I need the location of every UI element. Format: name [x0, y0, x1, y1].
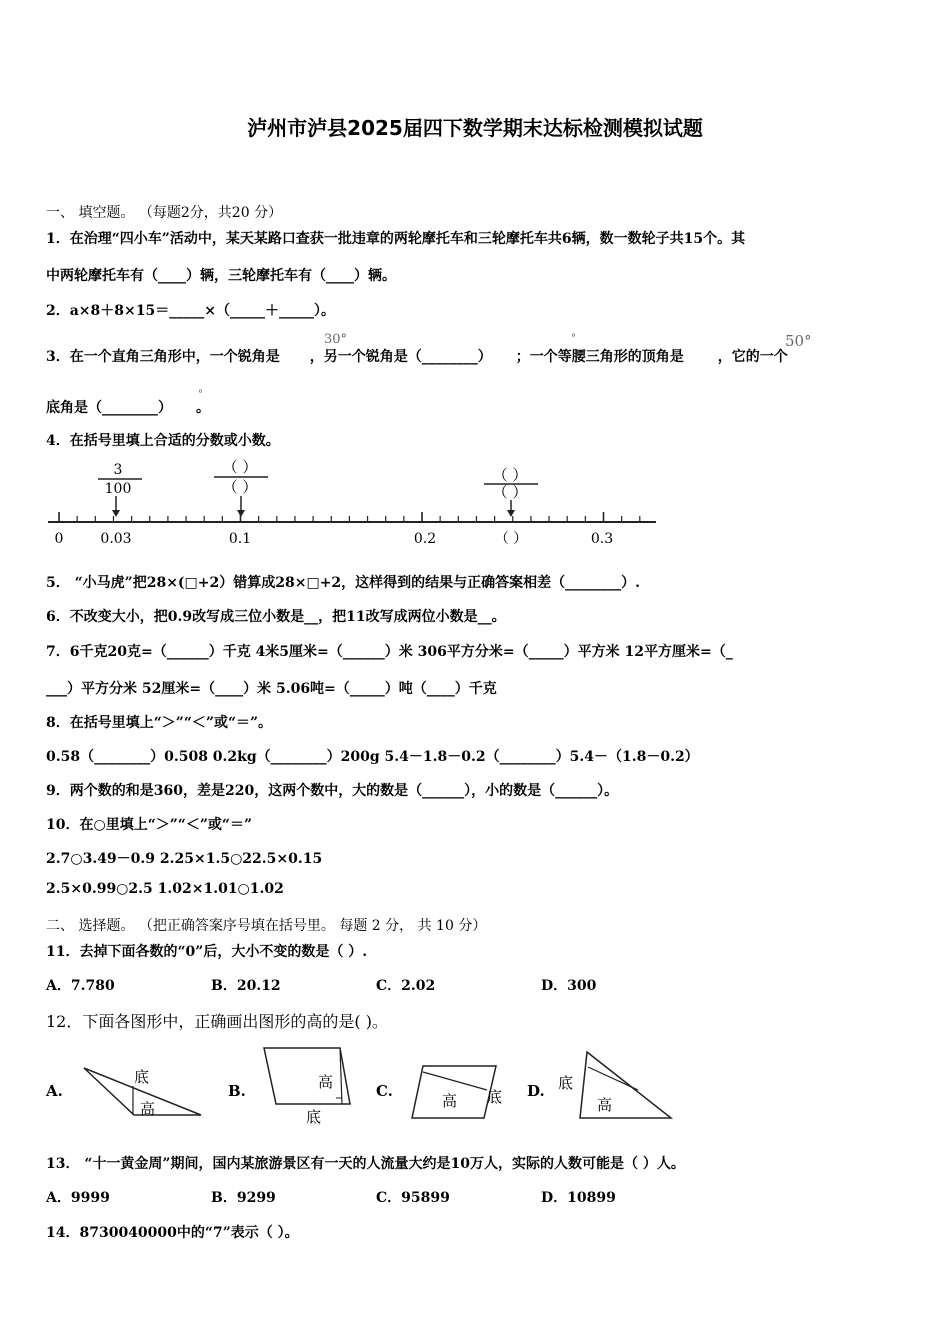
- arrow-down-icon: [507, 510, 515, 517]
- question-6: 6．不改变大小，把0.9改写成三位小数是__，把11改写成两位小数是__。: [46, 609, 506, 625]
- shape-a-height-text: 高: [140, 1100, 156, 1118]
- q12-label-b[interactable]: B.: [228, 1082, 246, 1100]
- question-1-line-1: 1．在治理“四小车”活动中，某天某路口查获一批违章的两轮摩托车和三轮摩托车共6辆，数一数轮子共15个。其: [46, 231, 746, 247]
- q12-figures: [40, 1042, 690, 1132]
- fraction-denominator: 100: [104, 481, 132, 497]
- section-2-heading: 二、 选择题。 （把正确答案序号填在括号里。 每题 2 分， 共 10 分）: [46, 918, 487, 934]
- q3-text-4: ，它的一个: [717, 349, 788, 365]
- arrow-down-icon: [112, 510, 120, 517]
- q11-option-c[interactable]: C．2.02: [376, 978, 436, 994]
- question-8-items: 0.58（________）0.508 0.2kg（________）200g 5.4－1.8－0.2（________）5.4－（1.8－0.2）: [46, 749, 699, 765]
- q11-option-d[interactable]: D．300: [541, 978, 597, 994]
- arrow-down-icon: [237, 510, 245, 517]
- blank-numerator-2: （ ）: [492, 466, 528, 484]
- section-1-heading: 一、 填空题。 （每题2分，共20 分）: [46, 205, 283, 221]
- q12-label-c[interactable]: C.: [376, 1082, 393, 1100]
- question-14: 14．8730040000中的“7”表示（ ）。: [46, 1225, 299, 1241]
- nl-label-0: 0: [54, 531, 64, 547]
- nl-label-blank: （ ）: [494, 531, 528, 547]
- q3-degree-mark: °: [571, 333, 576, 344]
- question-7-line-1: 7．6千克20克=（______）千克 4米5厘米=（______）米 306平方分米=（_____）平方米 12平方厘米=（_: [46, 644, 733, 660]
- fraction-numerator: 3: [113, 462, 123, 478]
- page-title: 泸州市泸县2025届四下数学期末达标检测模拟试题: [247, 116, 703, 140]
- q13-option-a[interactable]: A．9999: [46, 1190, 110, 1206]
- question-11: 11．去掉下面各数的“0”后，大小不变的数是（ ）.: [46, 944, 368, 960]
- nl-label-0.3: 0.3: [590, 531, 614, 547]
- question-3-line-2: [46, 397, 210, 417]
- question-7-line-2: ___）平方分米 52厘米=（____）米 5.06吨=（_____）吨（____）千克: [46, 681, 497, 697]
- q12-label-a[interactable]: A.: [46, 1082, 63, 1100]
- q3-text-6: 。: [196, 400, 210, 416]
- question-2: 2．a×8＋8×15＝_____×（_____＋_____）。: [46, 303, 335, 319]
- question-13: 13． “十一黄金周”期间，国内某旅游景区有一天的人流量大约是10万人，实际的人数可能是（ ）人。: [46, 1156, 685, 1172]
- number-line-figure: [40, 456, 670, 556]
- shape-d-height-text: 高: [597, 1096, 613, 1114]
- q3-text-5: 底角是（________）: [46, 400, 172, 416]
- nl-label-0.03: 0.03: [100, 531, 132, 547]
- q3-text-2: ，另一个锐角是（________）: [309, 349, 492, 365]
- q3-degree-mark-2: °: [198, 389, 203, 400]
- question-8: 8．在括号里填上“＞”“＜”或“＝”。: [46, 715, 273, 731]
- shape-c-height-text: 高: [442, 1092, 458, 1110]
- question-13-options: [46, 1187, 616, 1207]
- question-1-line-2: 中两轮摩托车有（____）辆，三轮摩托车有（____）辆。: [46, 268, 396, 284]
- nl-label-0.2: 0.2: [413, 531, 437, 547]
- q11-option-a[interactable]: A．7.780: [46, 978, 115, 994]
- shape-b-height-text: 高: [318, 1073, 334, 1091]
- question-4: 4．在括号里填上合适的分数或小数。: [46, 433, 280, 449]
- number-line-ticks: [59, 512, 640, 522]
- q3-text-1: 3．在一个直角三角形中，一个锐角是: [46, 349, 280, 365]
- q3-degree-30: 30°: [324, 332, 348, 347]
- shape-a-base-text: 底: [134, 1068, 150, 1086]
- question-10-row-2: 2.5×0.99○2.5 1.02×1.01○1.02: [46, 881, 284, 897]
- question-9: 9．两个数的和是360，差是220，这两个数中，大的数是（______），小的数是（______）。: [46, 783, 619, 799]
- shape-c-base-text: 底: [487, 1088, 503, 1106]
- q11-option-b[interactable]: B．20.12: [211, 978, 281, 994]
- blank-denominator: （ ）: [222, 478, 258, 496]
- shape-d-base-text: 底: [558, 1074, 574, 1092]
- question-10-row-1: 2.7○3.49－0.9 2.25×1.5○22.5×0.15: [46, 851, 323, 867]
- q3-degree-50: 50°: [785, 332, 812, 350]
- question-12: 12．下面各图形中，正确画出图形的高的是( )。: [46, 1012, 388, 1031]
- q13-option-b[interactable]: B．9299: [211, 1190, 276, 1206]
- shape-b-base-text: 底: [306, 1108, 322, 1126]
- q12-label-d[interactable]: D.: [527, 1082, 545, 1100]
- blank-numerator: （ ）: [222, 458, 258, 476]
- q3-text-3: ；一个等腰三角形的顶角是: [515, 349, 684, 365]
- question-10: 10．在○里填上“＞”“＜”或“＝”: [46, 817, 253, 833]
- nl-label-0.1: 0.1: [228, 531, 252, 547]
- question-11-options: [46, 975, 596, 995]
- question-3-line-1: [46, 346, 788, 366]
- blank-denominator-2: （ ）: [492, 483, 528, 501]
- shape-d-triangle: [580, 1052, 671, 1118]
- q13-option-d[interactable]: D．10899: [541, 1190, 616, 1206]
- q13-option-c[interactable]: C．95899: [376, 1190, 450, 1206]
- shape-b-parallelogram: [264, 1048, 350, 1104]
- question-5: 5． “小马虎”把28×(□+2）错算成28×□+2，这样得到的结果与正确答案相差（________）.: [46, 575, 641, 591]
